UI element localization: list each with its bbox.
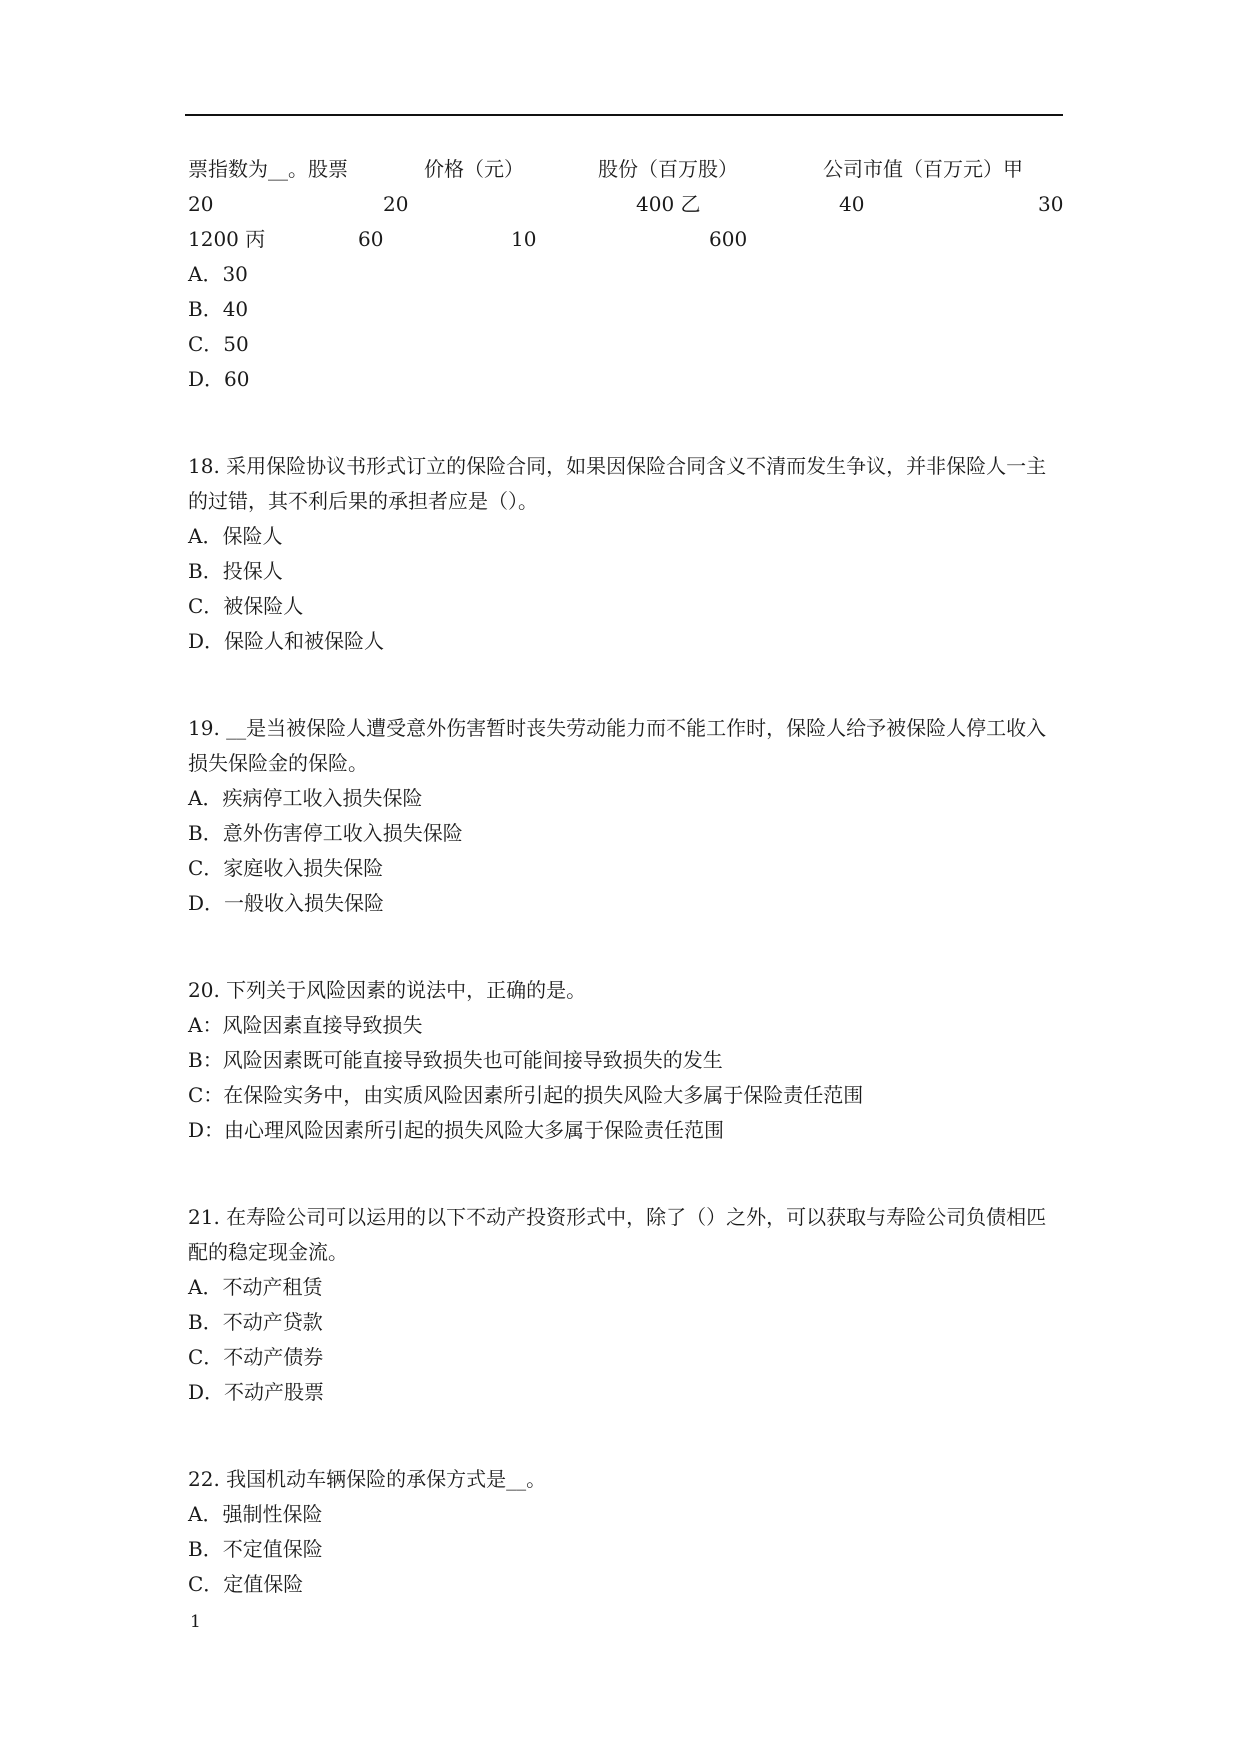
table-cell: 股份（百万股） [598, 157, 738, 181]
header-rule [185, 114, 1063, 116]
answer-option: A．强制性保险 [188, 1502, 323, 1526]
answer-option: A：风险因素直接导致损失 [188, 1013, 423, 1037]
question-text: 22. 我国机动车辆保险的承保方式是__。 [188, 1467, 547, 1491]
question-text: 19. __是当被保险人遭受意外伤害暂时丧失劳动能力而不能工作时，保险人给予被保险人停工收入损失保险金的保险。 [188, 716, 1047, 775]
table-cell: 60 [358, 227, 384, 251]
answer-option: C．被保险人 [188, 594, 304, 618]
table-cell: 600 [709, 227, 748, 251]
answer-option: B：风险因素既可能直接导致损失也可能间接导致损失的发生 [188, 1048, 723, 1072]
answer-option: C．50 [188, 332, 249, 356]
answer-option: B．意外伤害停工收入损失保险 [188, 821, 463, 845]
answer-option: D．不动产股票 [188, 1380, 325, 1404]
answer-option: A．疾病停工收入损失保险 [188, 786, 423, 810]
question-text: 21. 在寿险公司可以运用的以下不动产投资形式中，除了（）之外，可以获取与寿险公司负债相匹配的稳定现金流。 [188, 1205, 1047, 1264]
table-cell: 40 [839, 192, 865, 216]
table-cell: 票指数为__。股票 [188, 157, 348, 181]
stock-table-row-3 [188, 222, 1060, 257]
answer-option: B．40 [188, 297, 249, 321]
table-cell: 10 [511, 227, 537, 251]
question-20 [188, 973, 1060, 1148]
table-cell: 20 [188, 192, 214, 216]
answer-option: C．不动产债券 [188, 1345, 324, 1369]
answer-option: A．30 [188, 262, 248, 286]
answer-option: D：由心理风险因素所引起的损失风险大多属于保险责任范围 [188, 1118, 725, 1142]
answer-option: B．投保人 [188, 559, 283, 583]
table-cell: 价格（元） [424, 157, 524, 181]
answer-option: C．定值保险 [188, 1572, 304, 1596]
question-text: 18. 采用保险协议书形式订立的保险合同，如果因保险合同含义不清而发生争议，并非保险人一主的过错，其不利后果的承担者应是（）。 [188, 454, 1047, 513]
answer-option: C：在保险实务中，由实质风险因素所引起的损失风险大多属于保险责任范围 [188, 1083, 864, 1107]
table-cell: 公司市值（百万元）甲 [823, 157, 1023, 181]
page-content [188, 152, 1064, 1602]
answer-option: D．保险人和被保险人 [188, 629, 385, 653]
answer-option: A．保险人 [188, 524, 283, 548]
page-number: 1 [190, 1612, 201, 1632]
stock-table-row-1 [188, 152, 1060, 187]
answer-option: B．不动产贷款 [188, 1310, 323, 1334]
answer-option: D．一般收入损失保险 [188, 891, 385, 915]
answer-option: D．60 [188, 367, 250, 391]
question-21 [188, 1200, 1060, 1410]
table-cell: 20 [383, 192, 409, 216]
answer-option: C．家庭收入损失保险 [188, 856, 384, 880]
answer-option: A．不动产租赁 [188, 1275, 323, 1299]
question-18 [188, 449, 1060, 659]
table-cell: 1200 丙 [188, 227, 266, 251]
table-cell: 30 [1038, 192, 1064, 216]
stock-table-row-2 [188, 187, 1064, 222]
question-19 [188, 711, 1060, 921]
question-text: 20. 下列关于风险因素的说法中，正确的是。 [188, 978, 587, 1002]
question-22 [188, 1462, 1060, 1602]
table-cell: 400 乙 [636, 192, 701, 216]
answer-option: B．不定值保险 [188, 1537, 323, 1561]
